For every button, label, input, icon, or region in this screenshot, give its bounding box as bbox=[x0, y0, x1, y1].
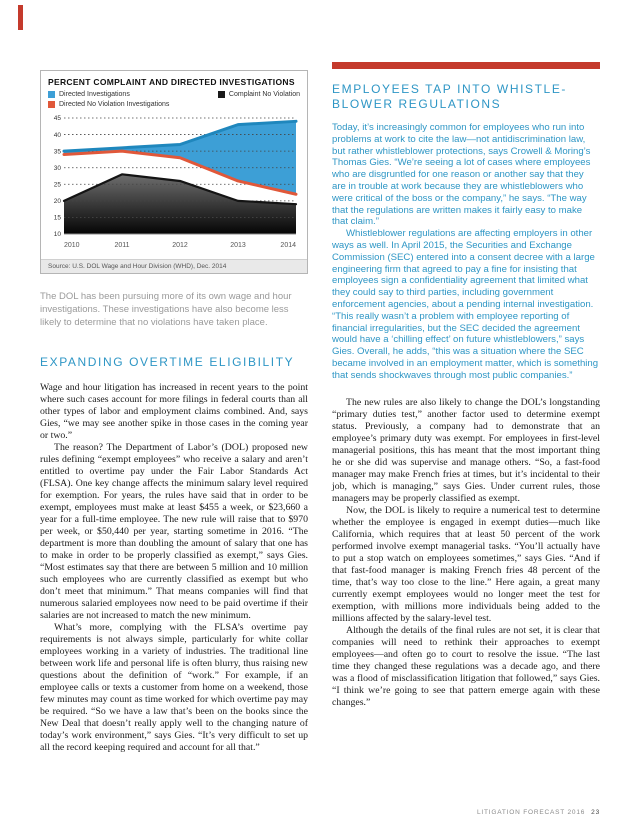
section-heading-whistleblower: EMPLOYEES TAP INTO WHISTLE-BLOWER REGULATIONS bbox=[332, 82, 568, 111]
chart-legend bbox=[41, 91, 307, 112]
section-heading-overtime: EXPANDING OVERTIME ELIGIBILITY bbox=[40, 355, 295, 369]
chart-caption: The DOL has been pursuing more of its own wage and hour investigations. These investigations have also become less likely to determine that no violations have taken place. bbox=[40, 291, 292, 328]
paragraph: What’s more, complying with the FLSA’s overtime pay requirements is not always simple, particularly for white collar employees working in a variety of industries. The traditional line between work life and personal life is often blurry, thus raising new questions about the definition of “work.” For example, if an employee calls or texts a customer from home on a weekend, those few minutes may count as time worked for which overtime pay may be required. “So we have a law that’s been on the books since the New Deal that doesn’t really apply well to the changing nature of today’s work environment,” says Gies. “It’s very difficult to set up all the record keeping required and account for all that.” bbox=[40, 622, 308, 753]
legend-item-complaint-no-violation bbox=[218, 91, 300, 98]
red-corner-mark bbox=[18, 5, 23, 30]
whistleblower-intro-text bbox=[332, 122, 600, 382]
investigations-chart bbox=[40, 70, 308, 274]
svg-text:45: 45 bbox=[53, 115, 61, 123]
page-footer bbox=[477, 809, 600, 816]
legend-label: Directed No Violation Investigations bbox=[59, 101, 170, 108]
legend-item-directed bbox=[48, 91, 169, 98]
svg-text:2012: 2012 bbox=[172, 242, 188, 249]
chart-title: PERCENT COMPLAINT AND DIRECTED INVESTIGATIONS bbox=[48, 77, 295, 87]
chart-plot bbox=[46, 112, 302, 252]
svg-text:35: 35 bbox=[53, 148, 61, 156]
legend-label: Complaint No Violation bbox=[228, 91, 300, 98]
svg-text:30: 30 bbox=[53, 164, 61, 172]
legend-right-stack bbox=[218, 91, 300, 108]
legend-label: Directed Investigations bbox=[59, 91, 130, 98]
paragraph: The reason? The Department of Labor’s (DOL) proposed new rules defining “exempt employees” who receive a salary and aren’t entitled to overtime pay under the Fair Labor Standards Act (FLSA). One key change affects the minimum salary level required for exemption. For years, the rules have said that in order to be exempt, employees must make at least $455 a week, or $23,660 a year for a full-time employee. The new rule will raise that to $970 per week, or $50,440 per year, starting sometime in 2016. “The department is more than doubling the amount of salary that one has to make in order to be properly classified as exempt,” says Gies. “Most estimates say that there are between 5 million and 10 million such employees who are currently classified as exempt but who don’t meet that minimum.” That means companies will find that numerous salaried employees now need to be paid overtime if their salaries are not increased to match the new minimum. bbox=[40, 442, 308, 621]
page-number: 23 bbox=[591, 809, 600, 816]
paragraph: Although the details of the final rules are not set, it is clear that companies will need to rethink their approaches to exempt employees—and often go to court to resolve the issue. “The last time they changed these regulations was a decade ago, and there was a flood of misclassification litigation that followed,” says Gies. “I think we’re going to see that pattern emerge again with these changes.” bbox=[332, 624, 600, 708]
chart-source: Source: U.S. DOL Wage and Hour Division (WHD), Dec. 2014 bbox=[41, 259, 307, 273]
svg-text:25: 25 bbox=[53, 181, 61, 189]
paragraph: Wage and hour litigation has increased in recent years to the point where such cases account for more filings in federal courts than all other types of labor and employment claims combined. And, says Gies, “we may see another spike in those cases in the coming year or two.” bbox=[40, 382, 308, 441]
legend-item-directed-no-violation bbox=[48, 101, 169, 108]
left-column bbox=[40, 70, 308, 754]
svg-text:2013: 2013 bbox=[230, 242, 246, 249]
section-red-bar bbox=[332, 62, 600, 69]
right-body-text bbox=[332, 397, 600, 709]
svg-text:10: 10 bbox=[53, 231, 61, 239]
chart-plot-area bbox=[41, 112, 307, 257]
legend-swatch-red bbox=[48, 101, 55, 108]
svg-text:2014: 2014 bbox=[280, 242, 296, 249]
svg-text:20: 20 bbox=[53, 198, 61, 206]
svg-text:40: 40 bbox=[53, 131, 61, 139]
paragraph: Whistleblower regulations are affecting employers in other ways as well. In April 2015, the Securities and Exchange Commission (SEC) entered into a consent decree with a large engineering firm that agreed to pay a fine for insisting that employees sign a confidentiality agreement that limited what they could say to third parties, including government enforcement agencies, about a pending internal investigation. “This really wasn’t a problem with employee reporting of financial irregularities, but the SEC decided the agreement would have a ‘chilling effect’ on future whistleblowers,” says Gies. Overall, he adds, “this was a situation where the SEC became involved in an employment matter, which is something that sends shockwaves through most public companies.” bbox=[332, 228, 599, 381]
right-column bbox=[332, 62, 600, 709]
legend-swatch-black bbox=[218, 91, 225, 98]
legend-left-stack bbox=[48, 91, 169, 108]
paragraph: Today, it’s increasingly common for employees who run into problems at work to cite the law—not antidiscrimination law, but rather whistleblower protections, says Crowell & Moring’s Thomas Gies. “We’re seeing a lot of cases where employees who are disgruntled for one reason or another say that they are in trouble at work because they are whistleblowers who were critical of the boss or the company,” he says. “The way that the regulations are written makes it fairly easy to make that claim.” bbox=[332, 122, 591, 228]
paragraph: The new rules are also likely to change the DOL’s longstanding “primary duties test,” another factor used to determine exempt status. Previously, a company had to demonstrate that an employee’s primary duty was exempt. For employees in first-level managerial positions, this has meant that the most important thing he or she did was supervise and manage others. “So, a fast-food manager may make French fries at times, but it’s incidental to their job, which is managing,” says Gies. Under current rules, those managers may be properly classified as exempt. bbox=[332, 396, 600, 504]
svg-text:2011: 2011 bbox=[114, 242, 130, 249]
legend-swatch-blue bbox=[48, 91, 55, 98]
svg-text:15: 15 bbox=[53, 214, 61, 222]
footer-title: LITIGATION FORECAST 2016 bbox=[476, 809, 586, 816]
svg-text:2010: 2010 bbox=[64, 242, 80, 249]
paragraph: Now, the DOL is likely to require a numerical test to determine whether the employee is engaged in exempt duties—much like California, which requires that at least 50 percent of the work performed involve exempt managerial tasks. “You’ll actually have to put a stop watch on employees sometimes,” says Gies. “And if that fast-food manager is making French fries 48 percent of the time, that’s way too close to the line.” Here again, a great many currently exempt employees would no longer meet the test for exemption, with millions more individuals being added to the millions affected by the salary-level test. bbox=[332, 504, 600, 624]
left-body-text bbox=[40, 382, 308, 754]
